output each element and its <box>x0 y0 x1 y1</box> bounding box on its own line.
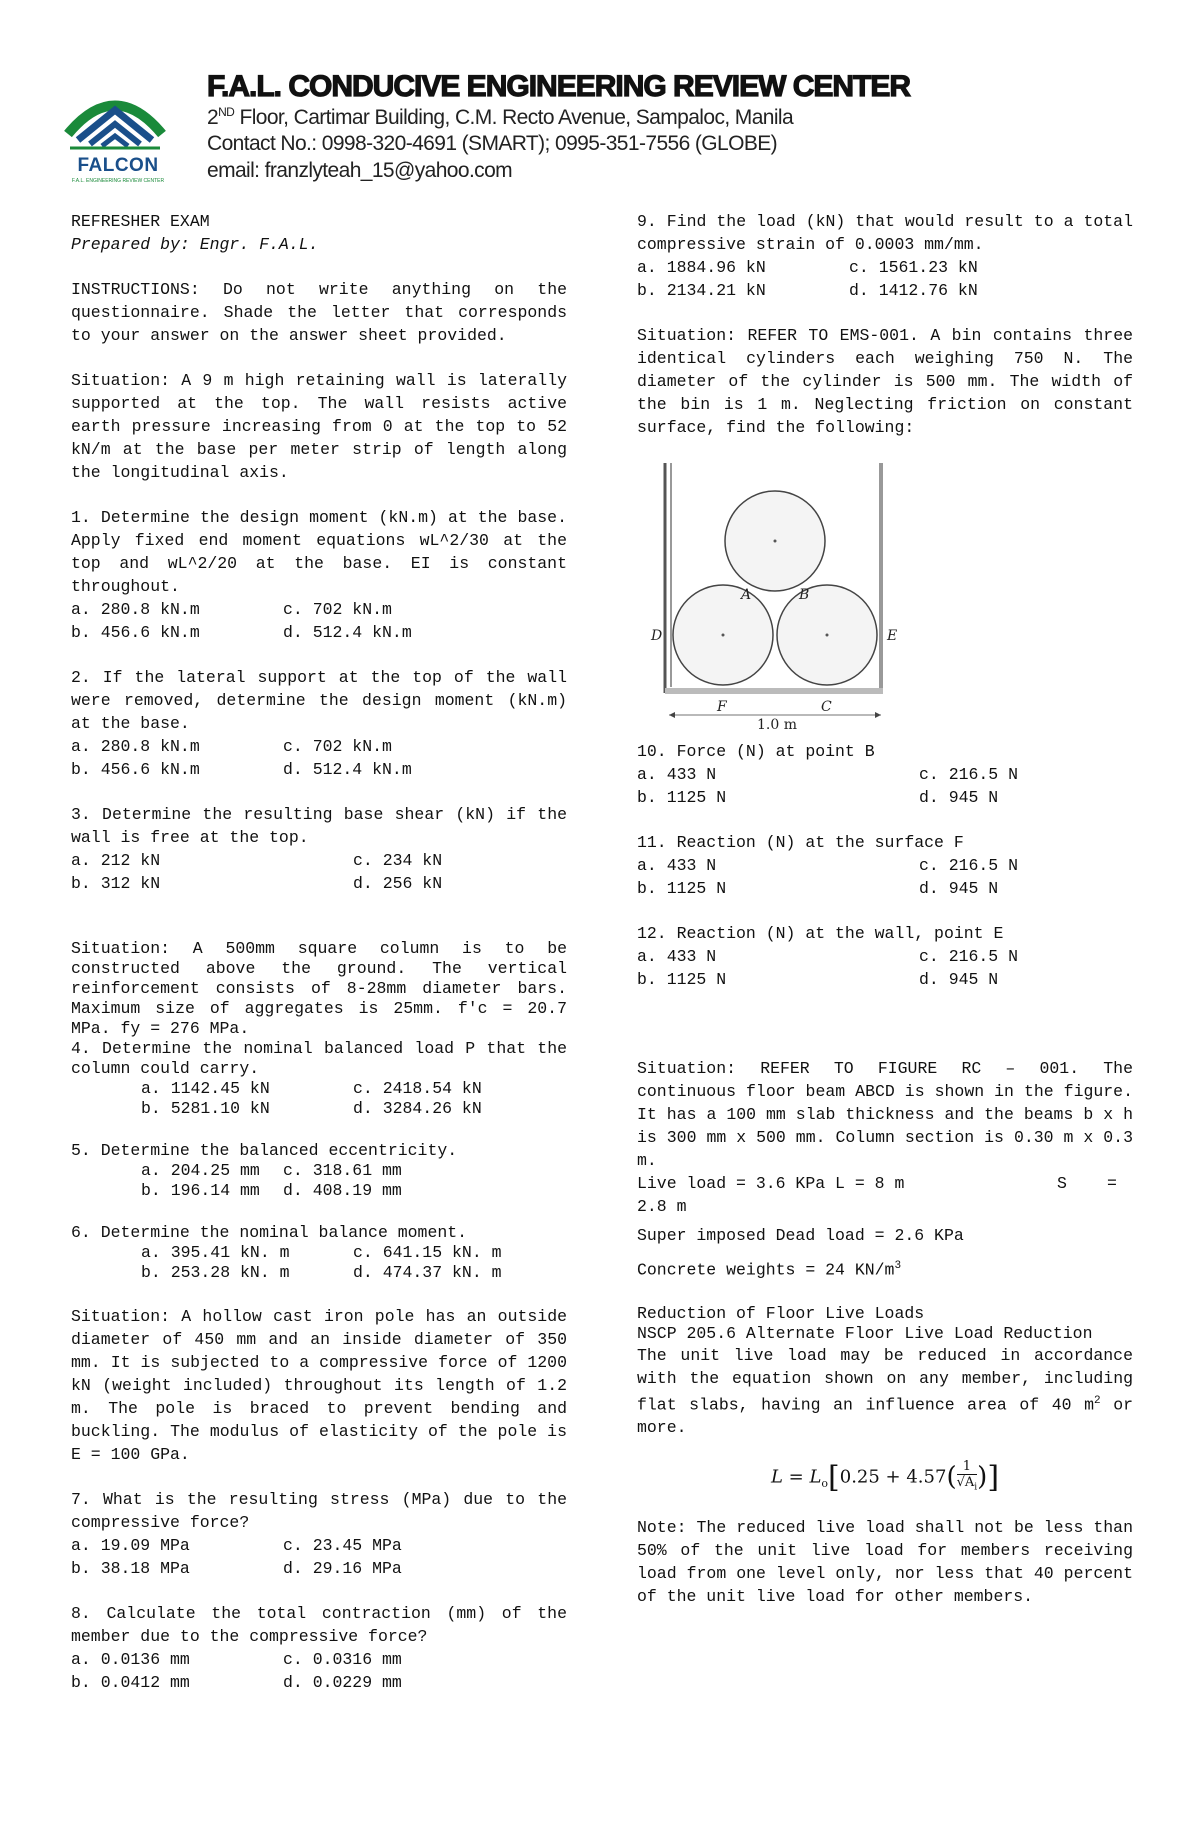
label-C: C <box>821 699 832 715</box>
q1-choice-d: d. 512.4 kN.m <box>283 623 412 642</box>
q5-choice-b: b. 196.14 mm <box>141 1181 260 1200</box>
q9-choice-a: a. 1884.96 kN <box>637 258 766 277</box>
q3-choice-c: c. 234 kN <box>353 851 443 870</box>
logo-subtext: F.A.L. ENGINEERING REVIEW CENTER <box>71 178 165 184</box>
situation-1: Situation: A 9 m high retaining wall is laterally supported at the top. The wall resists active earth pressure increasing from 0 at the top to 52 kN/m at the base per meter strip of length along the longitudinal axis. <box>71 371 567 482</box>
q6-choice-c: c. 641.15 kN. m <box>353 1243 502 1262</box>
q1-choice-c: c. 702 kN.m <box>283 600 392 619</box>
note: Note: The reduced live load shall not be less than 50% of the unit live load for members receiving load from one level only, nor less that 40 percent of the unit live load for other members. <box>637 1517 1133 1606</box>
situation-3: Situation: A hollow cast iron pole has an outside diameter of 450 mm and an inside diameter of 350 mm. It is subjected to a compressive force of 1200 kN (weight included) throughout its length of 1.2 m. The pole is braced to prevent bending and buckling. The modulus of elasticity of the pole is E = 100 GPa. <box>71 1307 567 1464</box>
exam-title: REFRESHER EXAM <box>71 212 210 231</box>
q8-choice-b: b. 0.0412 mm <box>71 1673 190 1692</box>
situation-2: Situation: A 500mm square column is to be constructed above the ground. The vertical reinforcement consists of 8-28mm diameter bars. Maximum size of aggregates is 25mm. f'c = 20.7 MPa. fy = 276 MPa. <box>71 939 567 1038</box>
q7-choice-a: a. 19.09 MPa <box>71 1536 190 1555</box>
q11-choice-d: d. 945 N <box>919 879 999 898</box>
header-contact: Contact No.: 0998-320-4691 (SMART); 0995-351-7556 (GLOBE) <box>207 132 778 155</box>
q9-choice-b: b. 2134.21 kN <box>637 281 766 300</box>
q7-choice-b: b. 38.18 MPa <box>71 1559 190 1578</box>
q9-choice-d: d. 1412.76 kN <box>849 281 978 300</box>
q4-choice-b: b. 5281.10 kN <box>141 1099 270 1118</box>
s-value: 2.8 m <box>637 1197 687 1216</box>
q2-choice-b: b. 456.6 kN.m <box>71 760 200 779</box>
label-D: D <box>651 628 663 644</box>
question-3: 3. Determine the resulting base shear (kN) if the wall is free at the top. <box>71 805 567 847</box>
q11-choice-c: c. 216.5 N <box>919 856 1019 875</box>
q2-choice-a: a. 280.8 kN.m <box>71 737 200 756</box>
right-column <box>637 210 1133 1608</box>
q5-choice-c: c. 318.61 mm <box>283 1161 402 1180</box>
q1-choice-a: a. 280.8 kN.m <box>71 600 200 619</box>
q12-choice-a: a. 433 N <box>637 947 717 966</box>
q2-choice-d: d. 512.4 kN.m <box>283 760 412 779</box>
q5-choice-d: d. 408.19 mm <box>283 1181 402 1200</box>
width-label: 1.0 m <box>757 717 797 733</box>
question-10: 10. Force (N) at point B <box>637 742 875 761</box>
nscp-reference: NSCP 205.6 Alternate Floor Live Load Reduction <box>637 1323 1093 1343</box>
question-12: 12. Reaction (N) at the wall, point E <box>637 924 1004 943</box>
q4-choice-d: d. 3284.26 kN <box>353 1099 482 1118</box>
question-6: 6. Determine the nominal balance moment. <box>71 1223 468 1242</box>
prepared-by: Prepared by: Engr. F.A.L. <box>71 235 319 254</box>
concrete-weight: Concrete weights = 24 $KN/m^3$ <box>637 1260 902 1280</box>
question-1: 1. Determine the design moment (kN.m) at the base. Apply fixed end moment equations wL^2/30 at the top and wL^2/20 at the base. EI is constant throughout. <box>71 508 567 596</box>
question-9: 9. Find the load (kN) that would result to a total compressive strain of 0.0003 mm/mm. <box>637 212 1133 254</box>
q10-choice-c: c. 216.5 N <box>919 765 1019 784</box>
dead-load: Super imposed Dead load = 2.6 KPa <box>637 1226 964 1245</box>
header-address: 2ND Floor, Cartimar Building, C.M. Recto Avenue, Sampaloc, Manila <box>207 105 794 129</box>
question-2: 2. If the lateral support at the top of the wall were removed, determine the design moment (kN.m) at the base. <box>71 668 567 733</box>
q12-choice-b: b. 1125 N <box>637 970 727 989</box>
question-5: 5. Determine the balanced eccentricity. <box>71 1141 458 1160</box>
question-11: 11. Reaction (N) at the surface F <box>637 833 964 852</box>
label-B: B <box>799 587 810 603</box>
q12-choice-d: d. 945 N <box>919 970 999 989</box>
label-F: F <box>717 699 727 715</box>
left-column <box>71 210 567 1694</box>
bin-cylinders-figure <box>637 453 937 733</box>
question-7: 7. What is the resulting stress (MPa) due to the compressive force? <box>71 1490 567 1532</box>
live-load-formula: $L = L_o[0.25 + 4.57$( $\frac{1}{√A_i}$ )] <box>770 1459 1000 1495</box>
label-E: E <box>887 628 898 644</box>
q11-choice-a: a. 433 N <box>637 856 717 875</box>
q7-choice-c: c. 23.45 MPa <box>283 1536 402 1555</box>
q6-choice-d: d. 474.37 kN. m <box>353 1263 502 1282</box>
label-A: A <box>741 587 752 603</box>
q6-choice-a: a. 395.41 kN. m <box>141 1243 290 1262</box>
q8-choice-c: c. 0.0316 mm <box>283 1650 402 1669</box>
q5-choice-a: a. 204.25 mm <box>141 1161 260 1180</box>
q10-choice-b: b. 1125 N <box>637 788 727 807</box>
q8-choice-a: a. 0.0136 mm <box>71 1650 190 1669</box>
reduction-text: The unit live load may be reduced in accordance with the equation shown on any member, including flat slabs, having an influence area of 40 $m^2$ or more. <box>637 1345 1133 1437</box>
logo-text: FALCON <box>77 155 159 176</box>
header-email: email: franzlyteah_15@yahoo.com <box>207 159 513 182</box>
live-load-line: Live load = 3.6 KPa L = 8 m S = <box>637 1174 1117 1193</box>
situation-5: Situation: REFER TO FIGURE RC – 001. The continuous floor beam ABCD is shown in the figure. It has a 100 mm slab thickness and the beams b x h is 300 mm x 500 mm. Column section is 0.30 m x 0.3 m. <box>637 1059 1133 1170</box>
q11-choice-b: b. 1125 N <box>637 879 727 898</box>
question-4: 4. Determine the nominal balanced load P that the column could carry. <box>71 1039 567 1078</box>
instructions: INSTRUCTIONS: Do not write anything on the questionnaire. Shade the letter that corresponds to your answer on the answer sheet provided. <box>71 280 567 345</box>
q12-choice-c: c. 216.5 N <box>919 947 1019 966</box>
q7-choice-d: d. 29.16 MPa <box>283 1559 402 1578</box>
q2-choice-c: c. 702 kN.m <box>283 737 392 756</box>
q10-choice-d: d. 945 N <box>919 788 999 807</box>
q3-choice-d: d. 256 kN <box>353 874 443 893</box>
q1-choice-b: b. 456.6 kN.m <box>71 623 200 642</box>
situation-4: Situation: REFER TO EMS-001. A bin contains three identical cylinders each weighing 750 N. The diameter of the cylinder is 500 mm. The width of the bin is 1 m. Neglecting friction on constant surface, find the following: <box>637 326 1133 437</box>
q3-choice-b: b. 312 kN <box>71 874 161 893</box>
q4-choice-c: c. 2418.54 kN <box>353 1079 482 1098</box>
q6-choice-b: b. 253.28 kN. m <box>141 1263 290 1282</box>
header-title: F.A.L. CONDUCIVE ENGINEERING REVIEW CENTER <box>207 70 911 103</box>
question-8: 8. Calculate the total contraction (mm) of the member due to the compressive force? <box>71 1604 567 1646</box>
q10-choice-a: a. 433 N <box>637 765 717 784</box>
q9-choice-c: c. 1561.23 kN <box>849 258 978 277</box>
q8-choice-d: d. 0.0229 mm <box>283 1673 402 1692</box>
q3-choice-a: a. 212 kN <box>71 851 161 870</box>
reduction-title: Reduction of Floor Live Loads <box>637 1303 925 1323</box>
q4-choice-a: a. 1142.45 kN <box>141 1079 270 1098</box>
